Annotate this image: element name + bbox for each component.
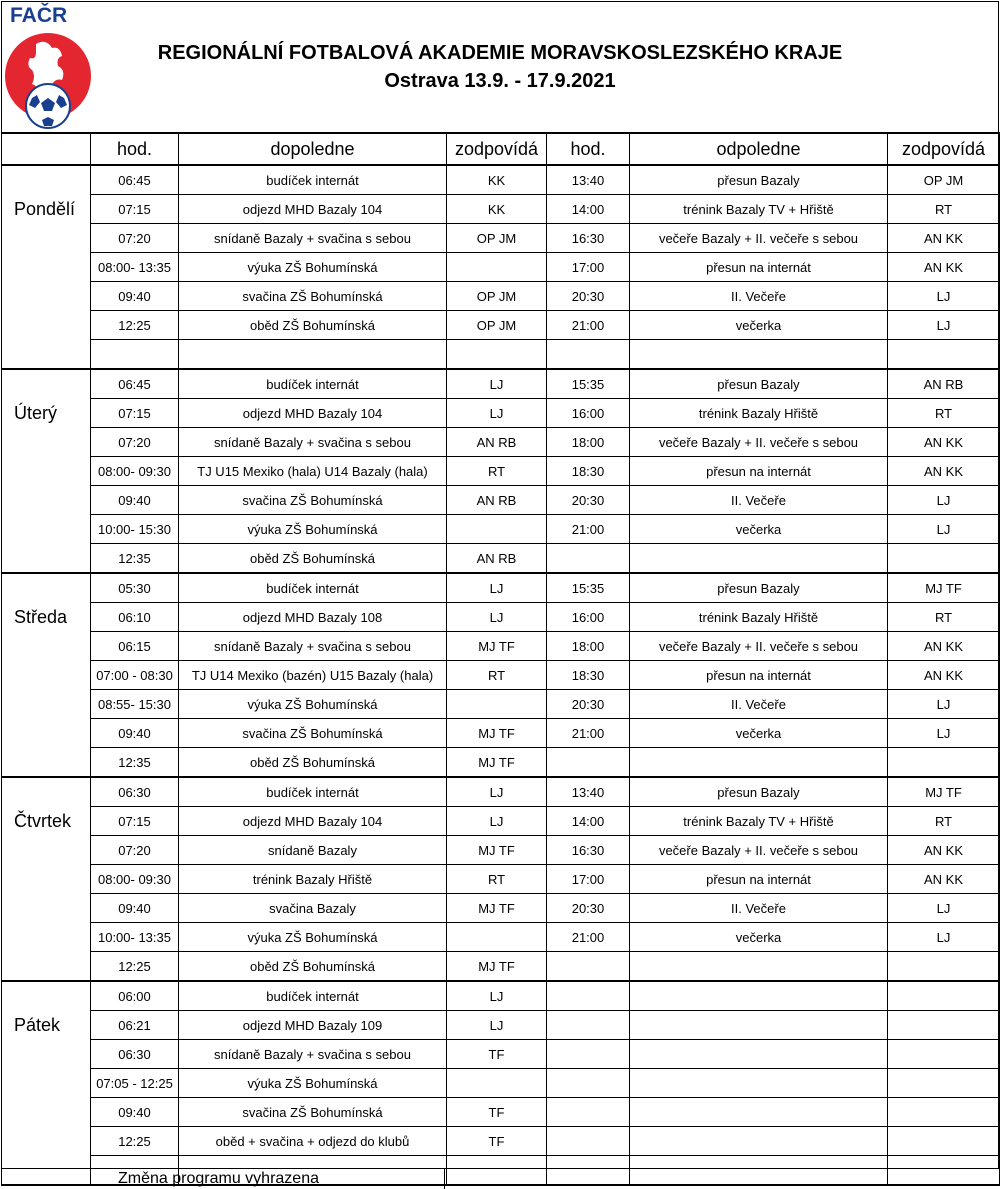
table-cell: AN KK <box>888 224 1000 253</box>
table-row <box>2 603 1000 632</box>
table-row <box>2 369 1000 399</box>
table-cell: 09:40 <box>91 1098 179 1127</box>
day-cell <box>2 661 91 690</box>
day-cell <box>2 224 91 253</box>
table-cell <box>630 1069 888 1098</box>
table-cell: OP JM <box>447 311 547 340</box>
table-cell: 06:30 <box>91 1040 179 1069</box>
table-cell: AN KK <box>888 632 1000 661</box>
table-cell <box>547 1127 630 1156</box>
day-cell <box>2 836 91 865</box>
day-cell <box>2 748 91 778</box>
table-row <box>2 253 1000 282</box>
day-cell <box>2 1069 91 1098</box>
day-cell <box>2 981 91 1011</box>
table-cell: AN KK <box>888 457 1000 486</box>
table-cell: II. Večeře <box>630 690 888 719</box>
table-cell: 14:00 <box>547 195 630 224</box>
table-cell <box>888 981 1000 1011</box>
table-cell: MJ TF <box>447 632 547 661</box>
table-cell: RT <box>447 661 547 690</box>
table-row <box>2 1098 1000 1127</box>
table-cell <box>547 981 630 1011</box>
table-cell: RT <box>888 603 1000 632</box>
table-row <box>2 1127 1000 1156</box>
day-cell <box>2 340 91 370</box>
table-cell: 16:00 <box>547 399 630 428</box>
table-cell: odjezd MHD Bazaly 104 <box>179 195 447 224</box>
day-cell <box>2 544 91 574</box>
day-cell <box>2 894 91 923</box>
table-cell: KK <box>447 195 547 224</box>
table-cell: LJ <box>888 515 1000 544</box>
day-cell <box>2 457 91 486</box>
table-row <box>2 894 1000 923</box>
schedule-table <box>1 132 1000 1186</box>
table-cell: LJ <box>447 981 547 1011</box>
header-cell: zodpovídá <box>888 133 1000 165</box>
table-cell: svačina ZŠ Bohumínská <box>179 282 447 311</box>
table-cell: 21:00 <box>547 923 630 952</box>
table-cell <box>447 340 547 370</box>
table-cell <box>630 1098 888 1127</box>
table-row <box>2 777 1000 807</box>
table-cell: 08:00- 09:30 <box>91 457 179 486</box>
facr-logo <box>2 2 96 132</box>
table-cell: MJ TF <box>888 573 1000 603</box>
table-cell: AN RB <box>447 428 547 457</box>
table-cell <box>630 340 888 370</box>
table-cell: odjezd MHD Bazaly 104 <box>179 399 447 428</box>
table-cell: 09:40 <box>91 282 179 311</box>
table-cell: výuka ZŠ Bohumínská <box>179 253 447 282</box>
day-cell <box>2 1127 91 1156</box>
table-cell: 20:30 <box>547 486 630 515</box>
table-cell: 06:45 <box>91 369 179 399</box>
table-row <box>2 224 1000 253</box>
table-cell: LJ <box>888 719 1000 748</box>
table-cell: budíček internát <box>179 165 447 195</box>
day-label: Pátek <box>2 1011 91 1040</box>
table-cell: snídaně Bazaly + svačina s sebou <box>179 428 447 457</box>
table-cell: AN KK <box>888 428 1000 457</box>
table-cell: 08:00- 13:35 <box>91 253 179 282</box>
table-cell: odjezd MHD Bazaly 108 <box>179 603 447 632</box>
table-row <box>2 282 1000 311</box>
table-row <box>2 573 1000 603</box>
table-cell: LJ <box>888 486 1000 515</box>
table-cell <box>547 1098 630 1127</box>
table-cell: výuka ZŠ Bohumínská <box>179 923 447 952</box>
table-cell: LJ <box>447 807 547 836</box>
table-cell <box>630 1127 888 1156</box>
table-cell: 13:40 <box>547 777 630 807</box>
table-cell: MJ TF <box>888 777 1000 807</box>
table-cell: oběd ZŠ Bohumínská <box>179 311 447 340</box>
day-cell <box>2 923 91 952</box>
table-cell: AN KK <box>888 865 1000 894</box>
table-cell: OP JM <box>447 224 547 253</box>
header-cell: zodpovídá <box>447 133 547 165</box>
table-cell: večeře Bazaly + II. večeře s sebou <box>630 224 888 253</box>
table-cell: 07:20 <box>91 836 179 865</box>
table-cell <box>547 1069 630 1098</box>
table-cell: večerka <box>630 923 888 952</box>
table-cell: 18:00 <box>547 632 630 661</box>
table-row <box>2 340 1000 370</box>
table-row <box>2 311 1000 340</box>
table-cell: 20:30 <box>547 690 630 719</box>
table-cell <box>547 952 630 982</box>
table-cell <box>630 981 888 1011</box>
table-cell: LJ <box>888 894 1000 923</box>
table-row <box>2 428 1000 457</box>
table-cell: 14:00 <box>547 807 630 836</box>
table-cell: trénink Bazaly Hřiště <box>630 603 888 632</box>
day-cell <box>2 486 91 515</box>
table-cell: 17:00 <box>547 865 630 894</box>
table-cell: 18:30 <box>547 661 630 690</box>
table-row <box>2 1040 1000 1069</box>
table-cell: II. Večeře <box>630 282 888 311</box>
table-cell: trénink Bazaly Hřiště <box>179 865 447 894</box>
table-row <box>2 486 1000 515</box>
table-cell: 07:20 <box>91 224 179 253</box>
table-row <box>2 952 1000 982</box>
day-cell <box>2 165 91 195</box>
table-row <box>2 719 1000 748</box>
table-cell <box>630 1156 888 1186</box>
table-cell: snídaně Bazaly + svačina s sebou <box>179 632 447 661</box>
table-cell <box>547 1156 630 1186</box>
table-cell: LJ <box>888 923 1000 952</box>
day-cell <box>2 282 91 311</box>
table-cell: MJ TF <box>447 894 547 923</box>
header-row <box>2 133 1000 165</box>
table-cell: výuka ZŠ Bohumínská <box>179 690 447 719</box>
table-cell: večerka <box>630 719 888 748</box>
table-cell <box>888 1156 1000 1186</box>
page-subtitle: Ostrava 13.9. - 17.9.2021 <box>384 70 616 92</box>
table-cell: 06:45 <box>91 165 179 195</box>
table-cell: svačina ZŠ Bohumínská <box>179 1098 447 1127</box>
table-row <box>2 1011 1000 1040</box>
table-cell <box>447 515 547 544</box>
table-cell: večeře Bazaly + II. večeře s sebou <box>630 428 888 457</box>
header-cell: hod. <box>547 133 630 165</box>
table-cell: LJ <box>447 399 547 428</box>
table-cell: 18:30 <box>547 457 630 486</box>
table-cell: 16:30 <box>547 224 630 253</box>
table-cell <box>447 253 547 282</box>
table-cell <box>888 748 1000 778</box>
table-row <box>2 981 1000 1011</box>
table-cell <box>447 923 547 952</box>
day-cell <box>2 311 91 340</box>
table-cell: odjezd MHD Bazaly 109 <box>179 1011 447 1040</box>
table-cell: 07:00 - 08:30 <box>91 661 179 690</box>
table-cell: oběd ZŠ Bohumínská <box>179 952 447 982</box>
day-cell <box>2 719 91 748</box>
table-cell: přesun na internát <box>630 457 888 486</box>
table-cell: 06:10 <box>91 603 179 632</box>
table-cell: 09:40 <box>91 486 179 515</box>
table-cell: LJ <box>888 311 1000 340</box>
table-cell: oběd ZŠ Bohumínská <box>179 544 447 574</box>
day-label: Úterý <box>2 399 91 428</box>
table-cell: 12:25 <box>91 1127 179 1156</box>
day-label: Pondělí <box>2 195 91 224</box>
divider <box>444 1169 445 1189</box>
header-cell: dopoledne <box>179 133 447 165</box>
table-row <box>2 457 1000 486</box>
table-cell: oběd ZŠ Bohumínská <box>179 748 447 778</box>
table-cell <box>547 544 630 574</box>
table-cell: přesun na internát <box>630 661 888 690</box>
table-cell <box>447 1069 547 1098</box>
table-cell <box>547 340 630 370</box>
table-cell: budíček internát <box>179 573 447 603</box>
table-cell: II. Večeře <box>630 486 888 515</box>
table-cell: 12:25 <box>91 952 179 982</box>
table-cell: budíček internát <box>179 981 447 1011</box>
table-cell: výuka ZŠ Bohumínská <box>179 515 447 544</box>
day-cell <box>2 573 91 603</box>
table-cell: LJ <box>447 777 547 807</box>
table-cell: 12:35 <box>91 544 179 574</box>
table-cell: AN KK <box>888 253 1000 282</box>
table-cell: 17:00 <box>547 253 630 282</box>
table-cell: večerka <box>630 515 888 544</box>
table-cell <box>888 340 1000 370</box>
table-cell <box>547 1011 630 1040</box>
table-cell: TF <box>447 1127 547 1156</box>
day-cell <box>2 777 91 807</box>
table-cell: trénink Bazaly TV + Hřiště <box>630 195 888 224</box>
table-cell: přesun Bazaly <box>630 573 888 603</box>
table-cell: TF <box>447 1098 547 1127</box>
table-row <box>2 836 1000 865</box>
table-cell: 07:05 - 12:25 <box>91 1069 179 1098</box>
table-cell: 06:00 <box>91 981 179 1011</box>
table-cell: 16:30 <box>547 836 630 865</box>
day-cell <box>2 428 91 457</box>
table-cell: RT <box>888 399 1000 428</box>
table-cell: přesun Bazaly <box>630 777 888 807</box>
logo-lettering: FAČR <box>10 4 68 27</box>
table-cell: 10:00- 15:30 <box>91 515 179 544</box>
table-row <box>2 690 1000 719</box>
table-cell: 06:21 <box>91 1011 179 1040</box>
table-cell: AN RB <box>447 486 547 515</box>
table-cell <box>888 1040 1000 1069</box>
table-cell <box>888 544 1000 574</box>
table-row <box>2 865 1000 894</box>
table-cell: přesun Bazaly <box>630 369 888 399</box>
table-cell: svačina ZŠ Bohumínská <box>179 719 447 748</box>
day-cell <box>2 1156 91 1186</box>
table-cell: 08:55- 15:30 <box>91 690 179 719</box>
table-cell: LJ <box>447 1011 547 1040</box>
table-row <box>2 632 1000 661</box>
header-cell: odpoledne <box>630 133 888 165</box>
table-cell <box>630 952 888 982</box>
table-cell: 15:35 <box>547 369 630 399</box>
table-cell <box>179 340 447 370</box>
table-cell: snídaně Bazaly + svačina s sebou <box>179 224 447 253</box>
table-cell: 07:20 <box>91 428 179 457</box>
table-cell: 06:15 <box>91 632 179 661</box>
day-cell <box>2 369 91 399</box>
table-cell <box>888 952 1000 982</box>
table-cell <box>888 1098 1000 1127</box>
table-cell: AN RB <box>447 544 547 574</box>
table-cell <box>91 340 179 370</box>
table-cell: LJ <box>447 573 547 603</box>
table-cell: 20:30 <box>547 894 630 923</box>
header-cell: hod. <box>91 133 179 165</box>
table-cell: večeře Bazaly + II. večeře s sebou <box>630 632 888 661</box>
table-cell: AN KK <box>888 836 1000 865</box>
table-cell: MJ TF <box>447 719 547 748</box>
table-cell: RT <box>447 457 547 486</box>
table-row <box>2 544 1000 574</box>
table-cell: LJ <box>888 690 1000 719</box>
table-cell: výuka ZŠ Bohumínská <box>179 1069 447 1098</box>
table-cell <box>630 544 888 574</box>
table-cell: 21:00 <box>547 719 630 748</box>
table-row <box>2 923 1000 952</box>
table-row <box>2 1069 1000 1098</box>
table-cell: 09:40 <box>91 719 179 748</box>
table-cell: MJ TF <box>447 836 547 865</box>
table-cell: OP JM <box>888 165 1000 195</box>
table-cell: snídaně Bazaly <box>179 836 447 865</box>
table-cell: odjezd MHD Bazaly 104 <box>179 807 447 836</box>
table-cell: LJ <box>447 603 547 632</box>
table-cell: II. Večeře <box>630 894 888 923</box>
day-cell <box>2 1098 91 1127</box>
table-cell: trénink Bazaly TV + Hřiště <box>630 807 888 836</box>
schedule-body <box>2 165 1000 1185</box>
day-label: Středa <box>2 603 91 632</box>
table-cell: 21:00 <box>547 515 630 544</box>
table-cell <box>888 1127 1000 1156</box>
table-cell: snídaně Bazaly + svačina s sebou <box>179 1040 447 1069</box>
table-cell: RT <box>888 807 1000 836</box>
table-cell: trénink Bazaly Hřiště <box>630 399 888 428</box>
table-cell: 15:35 <box>547 573 630 603</box>
footnote: Změna programu vyhrazena <box>118 1170 319 1187</box>
table-row <box>2 515 1000 544</box>
table-cell: 12:35 <box>91 748 179 778</box>
table-cell: 21:00 <box>547 311 630 340</box>
table-cell: 07:15 <box>91 195 179 224</box>
table-cell <box>630 748 888 778</box>
table-cell: TJ U15 Mexiko (hala) U14 Bazaly (hala) <box>179 457 447 486</box>
table-cell: LJ <box>447 369 547 399</box>
table-cell <box>547 748 630 778</box>
day-cell <box>2 865 91 894</box>
table-cell: LJ <box>888 282 1000 311</box>
table-cell: 07:15 <box>91 399 179 428</box>
table-cell: přesun na internát <box>630 253 888 282</box>
table-row <box>2 661 1000 690</box>
table-cell: 08:00- 09:30 <box>91 865 179 894</box>
table-cell: TJ U14 Mexiko (bazén) U15 Bazaly (hala) <box>179 661 447 690</box>
table-cell: AN RB <box>888 369 1000 399</box>
table-cell: svačina ZŠ Bohumínská <box>179 486 447 515</box>
table-cell: 20:30 <box>547 282 630 311</box>
table-row <box>2 195 1000 224</box>
table-cell: 05:30 <box>91 573 179 603</box>
table-cell: svačina Bazaly <box>179 894 447 923</box>
table-row <box>2 807 1000 836</box>
table-cell: 07:15 <box>91 807 179 836</box>
table-cell <box>447 690 547 719</box>
table-cell: OP JM <box>447 282 547 311</box>
day-cell <box>2 515 91 544</box>
table-cell: 10:00- 13:35 <box>91 923 179 952</box>
table-cell: RT <box>447 865 547 894</box>
table-cell <box>630 1040 888 1069</box>
table-cell <box>547 1040 630 1069</box>
table-cell: oběd + svačina + odjezd do klubů <box>179 1127 447 1156</box>
table-row <box>2 748 1000 778</box>
table-cell: KK <box>447 165 547 195</box>
header-day <box>2 133 91 165</box>
table-cell: budíček internát <box>179 369 447 399</box>
table-cell: TF <box>447 1040 547 1069</box>
table-cell: MJ TF <box>447 952 547 982</box>
table-cell: večerka <box>630 311 888 340</box>
table-cell: 06:30 <box>91 777 179 807</box>
table-cell <box>447 1156 547 1186</box>
page-title: REGIONÁLNÍ FOTBALOVÁ AKADEMIE MORAVSKOSLEZSKÉHO KRAJE <box>157 42 843 64</box>
table-cell: přesun Bazaly <box>630 165 888 195</box>
day-cell <box>2 632 91 661</box>
table-cell: RT <box>888 195 1000 224</box>
table-cell: přesun na internát <box>630 865 888 894</box>
table-cell: 18:00 <box>547 428 630 457</box>
table-cell: MJ TF <box>447 748 547 778</box>
table-cell: 12:25 <box>91 311 179 340</box>
day-cell <box>2 690 91 719</box>
table-cell <box>630 1011 888 1040</box>
day-cell <box>2 1040 91 1069</box>
table-cell: večeře Bazaly + II. večeře s sebou <box>630 836 888 865</box>
day-cell <box>2 253 91 282</box>
table-row <box>2 165 1000 195</box>
table-row <box>2 399 1000 428</box>
day-cell <box>2 952 91 982</box>
table-cell <box>888 1069 1000 1098</box>
day-label: Čtvrtek <box>2 807 91 836</box>
table-cell: 13:40 <box>547 165 630 195</box>
table-cell: 09:40 <box>91 894 179 923</box>
table-cell <box>888 1011 1000 1040</box>
table-cell: budíček internát <box>179 777 447 807</box>
table-cell: AN KK <box>888 661 1000 690</box>
table-cell: 16:00 <box>547 603 630 632</box>
